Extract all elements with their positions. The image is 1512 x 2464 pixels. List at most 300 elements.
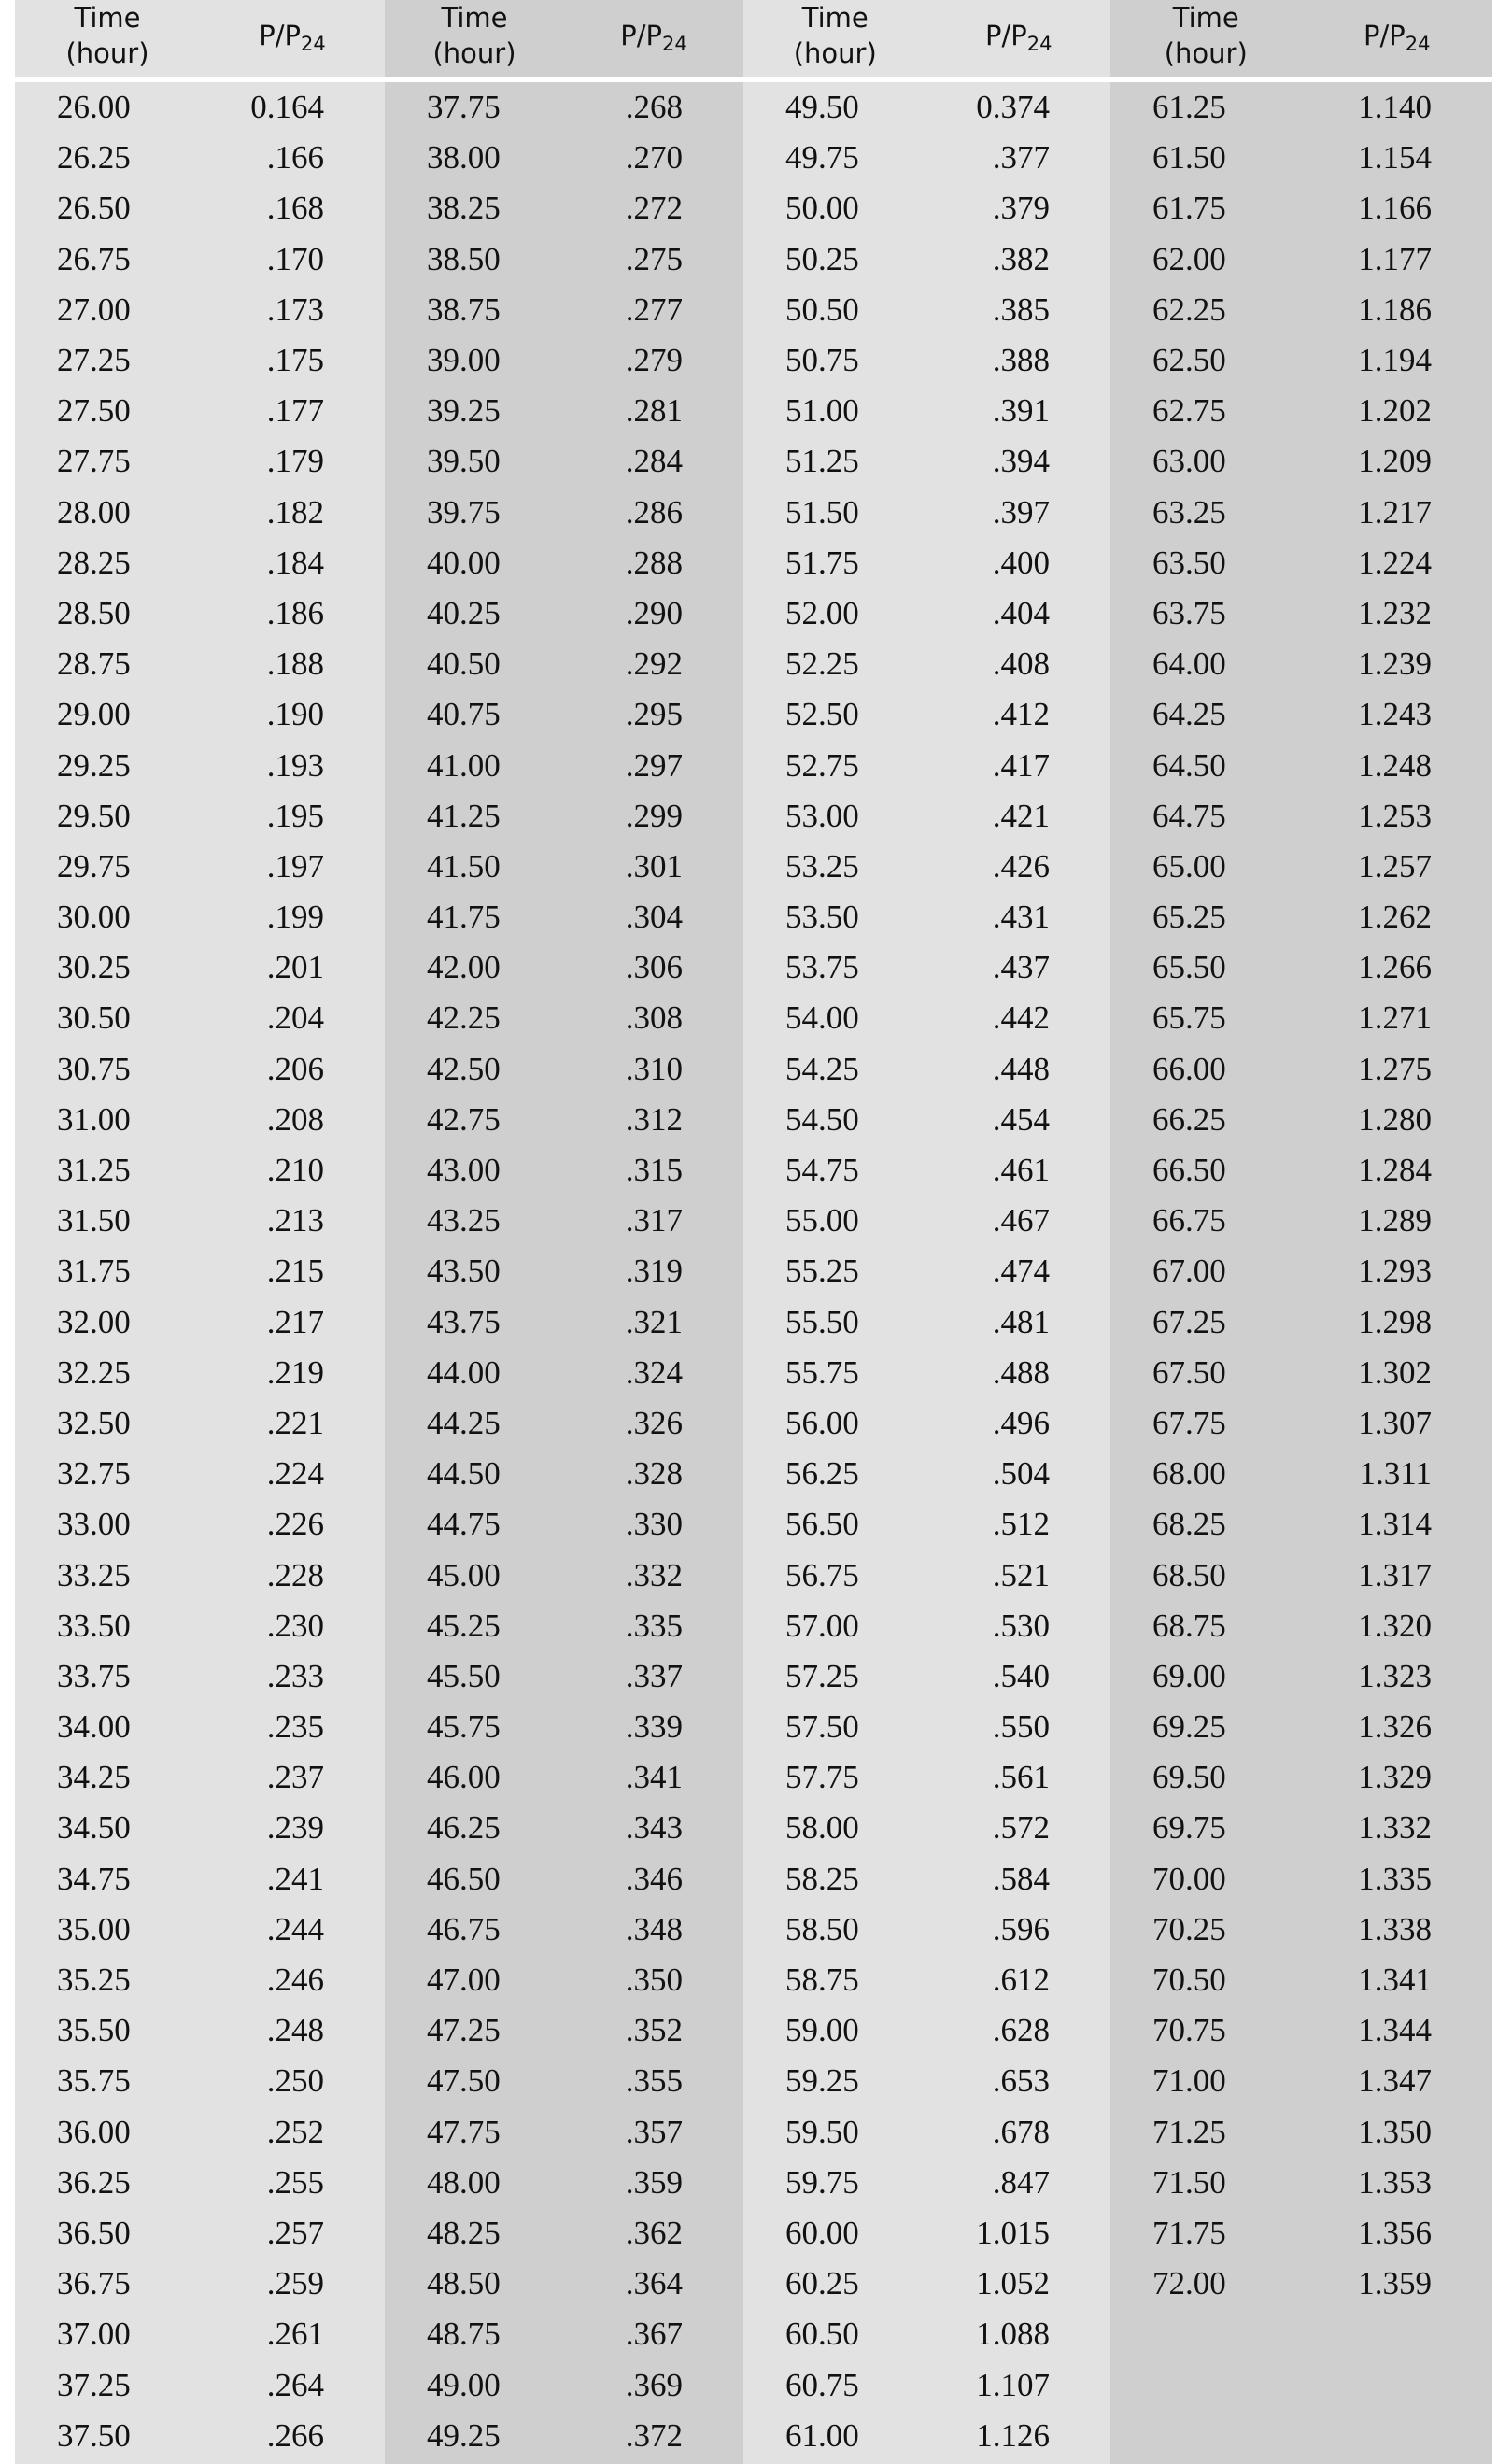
time-cell: 55.25 — [785, 1253, 859, 1290]
time-cell: 71.00 — [1152, 2062, 1226, 2100]
pressure-ratio-cell: .512 — [992, 1506, 1050, 1543]
time-cell: 26.25 — [57, 139, 131, 177]
pressure-ratio-cell: .272 — [625, 190, 683, 227]
pressure-ratio-cell: .348 — [625, 1910, 683, 1947]
pressure-ratio-cell: 1.332 — [1358, 1809, 1432, 1847]
table-row — [385, 842, 743, 892]
table-row — [385, 436, 743, 487]
table-row — [743, 2107, 1110, 2158]
table-row — [1110, 588, 1492, 639]
pressure-ratio-cell: 1.140 — [1358, 89, 1432, 126]
table-row — [1110, 842, 1492, 892]
pressure-ratio-cell: .355 — [625, 2062, 683, 2100]
pressure-ratio-cell: .235 — [266, 1708, 324, 1746]
pressure-ratio-cell: .213 — [266, 1202, 324, 1239]
time-cell: 56.00 — [785, 1404, 859, 1441]
table-row — [385, 234, 743, 285]
time-cell: 57.50 — [785, 1708, 859, 1746]
pressure-ratio-cell: .201 — [266, 949, 324, 986]
pressure-ratio-cell: .246 — [266, 1961, 324, 1999]
pressure-ratio-cell: .584 — [992, 1860, 1050, 1897]
table-row — [15, 2359, 385, 2410]
time-cell: 35.25 — [57, 1961, 131, 1999]
column-group-3 — [743, 0, 1110, 2464]
time-cell: 37.25 — [57, 2366, 131, 2403]
pressure-ratio-cell: .204 — [266, 999, 324, 1037]
pressure-ratio-cell: .175 — [266, 342, 324, 379]
table-row — [1110, 1955, 1492, 2005]
pressure-ratio-header — [564, 0, 743, 77]
table-row — [743, 740, 1110, 790]
pressure-ratio-cell: 1.307 — [1358, 1404, 1432, 1441]
table-row — [385, 2411, 743, 2461]
table-row — [743, 1955, 1110, 2005]
pressure-ratio-cell: .367 — [625, 2315, 683, 2353]
table-row — [385, 588, 743, 639]
time-header — [15, 0, 200, 77]
table-row — [15, 942, 385, 993]
table-row — [1110, 1297, 1492, 1348]
time-cell: 51.50 — [785, 493, 859, 531]
table-row — [1110, 183, 1492, 234]
pressure-ratio-cell: 1.284 — [1358, 1152, 1432, 1189]
time-cell: 53.25 — [785, 847, 859, 885]
pressure-ratio-cell: .467 — [992, 1202, 1050, 1239]
time-cell: 33.25 — [57, 1556, 131, 1593]
table-row — [743, 133, 1110, 183]
table-row — [743, 386, 1110, 436]
pressure-ratio-cell: .179 — [266, 443, 324, 480]
pressure-ratio-cell: .530 — [992, 1607, 1050, 1644]
pressure-ratio-cell: 1.257 — [1358, 847, 1432, 885]
time-cell: 56.50 — [785, 1506, 859, 1543]
table-row — [385, 1246, 743, 1296]
table-row — [743, 2056, 1110, 2106]
pressure-ratio-cell: .394 — [992, 443, 1050, 480]
table-row — [1110, 1449, 1492, 1499]
table-row — [1110, 285, 1492, 335]
pressure-ratio-cell: .678 — [992, 2113, 1050, 2150]
pressure-ratio-cell: .454 — [992, 1100, 1050, 1138]
table-row — [1110, 1348, 1492, 1398]
pressure-ratio-cell: .206 — [266, 1050, 324, 1087]
time-cell: 66.00 — [1152, 1050, 1226, 1087]
table-row — [743, 993, 1110, 1043]
pressure-ratio-cell: .346 — [625, 1860, 683, 1897]
time-cell: 41.75 — [427, 899, 501, 936]
time-cell: 69.00 — [1152, 1657, 1226, 1694]
table-row — [385, 538, 743, 588]
pressure-ratio-cell: .328 — [625, 1455, 683, 1493]
table-row — [1110, 740, 1492, 790]
time-cell: 42.50 — [427, 1050, 501, 1087]
pressure-ratio-cell: .341 — [625, 1759, 683, 1796]
column-group-2 — [385, 0, 743, 2464]
table-row — [1110, 234, 1492, 285]
pressure-ratio-cell: .312 — [625, 1100, 683, 1138]
time-cell: 49.25 — [427, 2416, 501, 2454]
pressure-ratio-cell: .310 — [625, 1050, 683, 1087]
pressure-ratio-cell: .488 — [992, 1353, 1050, 1391]
time-header-label: Time — [801, 2, 869, 34]
table-row — [15, 234, 385, 285]
time-cell: 45.50 — [427, 1657, 501, 1694]
pressure-ratio-cell: 1.338 — [1358, 1910, 1432, 1947]
table-row — [15, 2208, 385, 2259]
table-row — [1110, 892, 1492, 942]
time-cell: 43.00 — [427, 1152, 501, 1189]
pressure-ratio-header — [200, 0, 385, 77]
pressure-ratio-cell: .847 — [992, 2163, 1050, 2201]
table-row — [1110, 1854, 1492, 1905]
pressure-ratio-cell: 1.186 — [1358, 290, 1432, 328]
time-cell: 46.75 — [427, 1910, 501, 1947]
pressure-ratio-cell: .210 — [266, 1152, 324, 1189]
pressure-ratio-cell: 1.317 — [1358, 1556, 1432, 1593]
time-cell: 60.50 — [785, 2315, 859, 2353]
time-cell: 29.00 — [57, 696, 131, 733]
pressure-ratio-label: $P/P_{24}$ — [1364, 20, 1431, 55]
pressure-ratio-cell: .252 — [266, 2113, 324, 2150]
table-row — [743, 2005, 1110, 2056]
table-row — [385, 993, 743, 1043]
time-cell: 38.25 — [427, 190, 501, 227]
pressure-ratio-cell: .400 — [992, 544, 1050, 581]
pressure-ratio-cell: .277 — [625, 290, 683, 328]
table-row — [743, 689, 1110, 740]
time-cell: 35.75 — [57, 2062, 131, 2100]
time-cell: 62.00 — [1152, 240, 1226, 277]
time-cell: 65.50 — [1152, 949, 1226, 986]
pressure-ratio-cell: .275 — [625, 240, 683, 277]
table-row — [743, 2158, 1110, 2208]
time-cell: 42.75 — [427, 1100, 501, 1138]
pressure-ratio-cell: .359 — [625, 2163, 683, 2201]
time-cell: 34.50 — [57, 1809, 131, 1847]
time-header — [743, 0, 927, 77]
table-row — [743, 842, 1110, 892]
pressure-ratio-cell: .339 — [625, 1708, 683, 1746]
time-cell: 32.75 — [57, 1455, 131, 1493]
table-row — [385, 1651, 743, 1702]
time-cell: 43.25 — [427, 1202, 501, 1239]
table-row — [743, 2411, 1110, 2461]
time-cell: 50.00 — [785, 190, 859, 227]
time-cell: 66.25 — [1152, 1100, 1226, 1138]
pressure-ratio-cell: 1.166 — [1358, 190, 1432, 227]
pressure-ratio-cell: .173 — [266, 290, 324, 328]
pressure-ratio-cell: .461 — [992, 1152, 1050, 1189]
pressure-ratio-cell: 1.280 — [1358, 1100, 1432, 1138]
time-cell: 39.75 — [427, 493, 501, 531]
pressure-ratio-cell: 1.243 — [1358, 696, 1432, 733]
table-row — [15, 1803, 385, 1853]
pressure-ratio-cell: 1.353 — [1358, 2163, 1432, 2201]
pressure-ratio-cell: 1.359 — [1358, 2265, 1432, 2302]
pressure-ratio-cell: .448 — [992, 1050, 1050, 1087]
pressure-ratio-cell: .397 — [992, 493, 1050, 531]
table-row — [385, 1044, 743, 1095]
table-row — [743, 1651, 1110, 1702]
table-row — [743, 1752, 1110, 1803]
table-row — [743, 1044, 1110, 1095]
time-cell: 28.25 — [57, 544, 131, 581]
pressure-ratio-cell: 1.126 — [976, 2416, 1050, 2454]
time-cell: 42.00 — [427, 949, 501, 986]
pressure-ratio-cell: .372 — [625, 2416, 683, 2454]
time-cell: 43.50 — [427, 1253, 501, 1290]
table-row — [1110, 2107, 1492, 2158]
table-row — [743, 791, 1110, 842]
table-row — [385, 1348, 743, 1398]
pressure-ratio-cell: .474 — [992, 1253, 1050, 1290]
time-cell: 50.75 — [785, 342, 859, 379]
pressure-ratio-cell: .426 — [992, 847, 1050, 885]
time-cell: 37.75 — [427, 89, 501, 126]
pressure-ratio-cell: 1.088 — [976, 2315, 1050, 2353]
table-row — [1110, 82, 1492, 133]
time-cell: 53.50 — [785, 899, 859, 936]
table-row — [385, 1196, 743, 1246]
time-cell: 42.25 — [427, 999, 501, 1037]
table-row — [1110, 1398, 1492, 1449]
table-row — [385, 2005, 743, 2056]
time-cell: 59.25 — [785, 2062, 859, 2100]
time-cell: 50.50 — [785, 290, 859, 328]
table-row — [385, 1145, 743, 1196]
time-cell: 33.75 — [57, 1657, 131, 1694]
time-cell: 31.75 — [57, 1253, 131, 1290]
table-row — [15, 1348, 385, 1398]
pressure-ratio-cell: .244 — [266, 1910, 324, 1947]
time-cell: 34.75 — [57, 1860, 131, 1897]
time-cell: 48.50 — [427, 2265, 501, 2302]
time-header-unit: (hour) — [1164, 37, 1248, 69]
time-cell: 28.50 — [57, 594, 131, 631]
table-row — [385, 1854, 743, 1905]
table-row — [15, 2056, 385, 2106]
pressure-ratio-cell: .306 — [625, 949, 683, 986]
time-cell: 36.75 — [57, 2265, 131, 2302]
table-row — [743, 1095, 1110, 1145]
time-cell: 39.50 — [427, 443, 501, 480]
column-group-1 — [15, 0, 385, 2464]
pressure-ratio-cell: .324 — [625, 1353, 683, 1391]
time-cell: 60.00 — [785, 2214, 859, 2251]
time-cell: 45.75 — [427, 1708, 501, 1746]
pressure-ratio-cell: .369 — [625, 2366, 683, 2403]
table-row — [15, 740, 385, 790]
pressure-ratio-cell: .377 — [992, 139, 1050, 177]
table-row — [743, 1702, 1110, 1752]
table-row — [1110, 1499, 1492, 1550]
time-cell: 57.75 — [785, 1759, 859, 1796]
pressure-ratio-cell: 1.298 — [1358, 1303, 1432, 1340]
time-cell: 36.50 — [57, 2214, 131, 2251]
table-row — [15, 1854, 385, 1905]
time-cell: 27.75 — [57, 443, 131, 480]
pressure-ratio-cell: .199 — [266, 899, 324, 936]
pressure-ratio-cell: .364 — [625, 2265, 683, 2302]
table-row — [385, 2158, 743, 2208]
time-cell: 48.25 — [427, 2214, 501, 2251]
table-row — [15, 791, 385, 842]
pressure-ratio-cell: .190 — [266, 696, 324, 733]
table-body — [15, 82, 385, 2464]
pressure-ratio-cell: 1.275 — [1358, 1050, 1432, 1087]
pressure-ratio-cell: .391 — [992, 392, 1050, 430]
pressure-ratio-cell: .230 — [266, 1607, 324, 1644]
table-row — [15, 1702, 385, 1752]
time-cell: 41.00 — [427, 746, 501, 784]
table-row — [385, 285, 743, 335]
pressure-ratio-cell: .326 — [625, 1404, 683, 1441]
pressure-ratio-cell: .442 — [992, 999, 1050, 1037]
table-row — [15, 2158, 385, 2208]
pressure-ratio-cell: 1.232 — [1358, 594, 1432, 631]
time-cell: 40.00 — [427, 544, 501, 581]
pressure-ratio-cell: 1.344 — [1358, 2012, 1432, 2049]
pressure-ratio-cell: .264 — [266, 2366, 324, 2403]
time-cell: 62.75 — [1152, 392, 1226, 430]
table-row — [743, 1601, 1110, 1651]
pressure-ratio-cell: 1.314 — [1358, 1506, 1432, 1543]
pressure-ratio-cell: .292 — [625, 645, 683, 683]
time-cell: 48.75 — [427, 2315, 501, 2353]
time-cell: 46.50 — [427, 1860, 501, 1897]
pressure-ratio-cell: .382 — [992, 240, 1050, 277]
time-cell: 48.00 — [427, 2163, 501, 2201]
pressure-ratio-cell: 1.271 — [1358, 999, 1432, 1037]
time-cell: 55.50 — [785, 1303, 859, 1340]
table-row — [15, 2411, 385, 2461]
time-cell: 30.75 — [57, 1050, 131, 1087]
pressure-ratio-label: $P/P_{24}$ — [259, 20, 326, 55]
time-cell: 68.50 — [1152, 1556, 1226, 1593]
pressure-ratio-cell: .208 — [266, 1100, 324, 1138]
table-row — [385, 942, 743, 993]
time-cell: 37.50 — [57, 2416, 131, 2454]
table-row — [1110, 639, 1492, 689]
time-cell: 38.50 — [427, 240, 501, 277]
table-row — [743, 436, 1110, 487]
time-header — [1110, 0, 1302, 77]
pressure-ratio-cell: .321 — [625, 1303, 683, 1340]
time-cell: 59.75 — [785, 2163, 859, 2201]
table-row — [15, 1297, 385, 1348]
time-cell: 72.00 — [1152, 2265, 1226, 2302]
table-row — [743, 1449, 1110, 1499]
time-cell: 52.00 — [785, 594, 859, 631]
time-cell: 38.00 — [427, 139, 501, 177]
time-cell: 29.50 — [57, 797, 131, 834]
pressure-ratio-cell: .350 — [625, 1961, 683, 1999]
time-cell: 70.50 — [1152, 1961, 1226, 1999]
pressure-ratio-cell: .228 — [266, 1556, 324, 1593]
time-cell: 69.50 — [1152, 1759, 1226, 1796]
table-row — [15, 689, 385, 740]
table-row — [743, 285, 1110, 335]
time-cell: 58.75 — [785, 1961, 859, 1999]
time-cell: 61.75 — [1152, 190, 1226, 227]
time-cell: 55.00 — [785, 1202, 859, 1239]
time-cell: 44.50 — [427, 1455, 501, 1493]
pressure-ratio-cell: 0.374 — [976, 89, 1050, 126]
table-row — [15, 2005, 385, 2056]
time-cell: 70.75 — [1152, 2012, 1226, 2049]
table-row — [1110, 993, 1492, 1043]
time-cell: 26.75 — [57, 240, 131, 277]
time-cell: 47.75 — [427, 2113, 501, 2150]
table-row — [385, 1702, 743, 1752]
time-cell: 41.50 — [427, 847, 501, 885]
time-cell: 39.25 — [427, 392, 501, 430]
pressure-ratio-cell: 1.323 — [1358, 1657, 1432, 1694]
time-cell: 40.25 — [427, 594, 501, 631]
column-header — [15, 0, 385, 82]
pressure-ratio-cell: 1.350 — [1358, 2113, 1432, 2150]
table-row — [15, 436, 385, 487]
time-cell: 67.50 — [1152, 1353, 1226, 1391]
pressure-ratio-label: $P/P_{24}$ — [620, 20, 687, 55]
table-row — [385, 1550, 743, 1600]
time-cell: 69.75 — [1152, 1809, 1226, 1847]
time-cell: 35.50 — [57, 2012, 131, 2049]
table-row — [15, 993, 385, 1043]
time-cell: 28.00 — [57, 493, 131, 531]
table-row — [743, 1905, 1110, 1955]
table-row — [15, 1955, 385, 2005]
pressure-ratio-cell: .270 — [625, 139, 683, 177]
pressure-ratio-cell: .540 — [992, 1657, 1050, 1694]
table-row — [1110, 1752, 1492, 1803]
pressure-ratio-cell: .250 — [266, 2062, 324, 2100]
time-cell: 39.00 — [427, 342, 501, 379]
time-cell: 49.75 — [785, 139, 859, 177]
pressure-ratio-cell: .572 — [992, 1809, 1050, 1847]
pressure-ratio-cell: 1.224 — [1358, 544, 1432, 581]
pressure-ratio-subscript: 24 — [1026, 33, 1053, 55]
table-row — [1110, 436, 1492, 487]
pressure-ratio-cell: .239 — [266, 1809, 324, 1847]
table-row — [15, 1601, 385, 1651]
pressure-ratio-cell: .408 — [992, 645, 1050, 683]
time-cell: 44.75 — [427, 1506, 501, 1543]
table-row — [1110, 488, 1492, 538]
time-cell: 65.00 — [1152, 847, 1226, 885]
table-row — [743, 639, 1110, 689]
table-row — [15, 1449, 385, 1499]
table-row — [15, 1651, 385, 1702]
table-row — [1110, 1145, 1492, 1196]
table-row — [15, 1905, 385, 1955]
table-row — [743, 1803, 1110, 1853]
time-cell: 41.25 — [427, 797, 501, 834]
table-row — [743, 183, 1110, 234]
time-cell: 55.75 — [785, 1353, 859, 1391]
pressure-ratio-cell: 1.015 — [976, 2214, 1050, 2251]
table-row — [385, 892, 743, 942]
table-row — [385, 689, 743, 740]
pressure-ratio-cell: 1.262 — [1358, 899, 1432, 936]
time-cell: 51.25 — [785, 443, 859, 480]
table-row — [15, 1044, 385, 1095]
table-row — [15, 1246, 385, 1296]
pressure-ratio-cell: .412 — [992, 696, 1050, 733]
pressure-ratio-cell: 1.202 — [1358, 392, 1432, 430]
pressure-ratio-cell: .521 — [992, 1556, 1050, 1593]
time-cell: 59.00 — [785, 2012, 859, 2049]
